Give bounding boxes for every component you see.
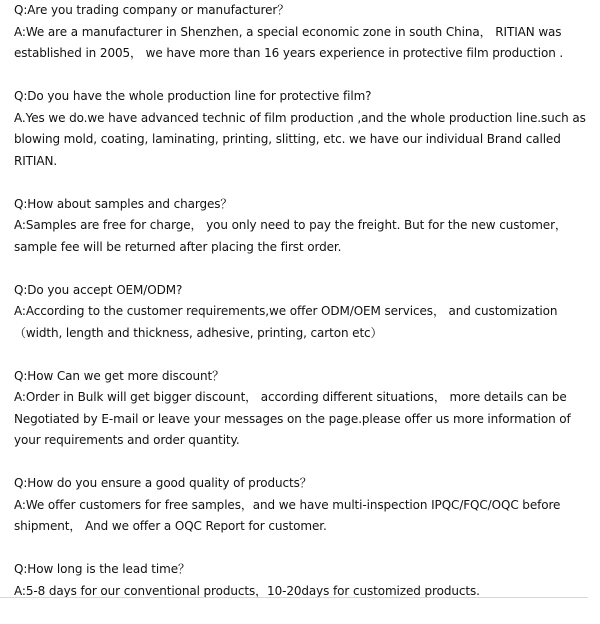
faq-question: Q:How about samples and charges？ <box>14 196 233 211</box>
faq-answer: A:Order in Bulk will get bigger discount， according different situations， more details can be Negotiated by E-mail or leave your messages on the page.please offer us more information of your requirements and order quantity. <box>14 390 571 447</box>
faq-item <box>14 366 598 452</box>
faq-question: Q:Do you accept OEM/ODM? <box>14 282 183 297</box>
faq-question: Q:How do you ensure a good quality of products？ <box>14 476 312 490</box>
faq-answer: A:According to the customer requirements,we offer ODM/OEM services， and customization （width, length and thickness, adhesive, printing, carton etc） <box>14 304 558 340</box>
faq-answer: A:We are a manufacturer in Shenzhen, a special economic zone in south China， RITIAN was established in 2005， we have more than 16 years experience in protective film production . <box>14 24 564 60</box>
faq-item <box>14 0 598 65</box>
faq-item <box>14 280 598 345</box>
faq-answer: A:5-8 days for our conventional products，10-20days for customized products. <box>14 583 480 598</box>
faq-answer: A.Yes we do.we have advanced technic of film production ,and the whole production line.such as blowing mold, coating, laminating, printing, slitting, etc. we have our individual Brand called RITIAN. <box>14 110 586 168</box>
faq-answer: A:We offer customers for free samples，and we have multi-inspection IPQC/FQC/OQC before shipment， And we offer a OQC Report for customer. <box>14 497 561 533</box>
bottom-divider <box>0 597 588 598</box>
faq-list <box>14 0 598 624</box>
faq-item <box>14 473 598 538</box>
faq-question: Q:Do you have the whole production line for protective film? <box>14 89 372 103</box>
faq-item <box>14 86 598 172</box>
faq-item <box>14 194 598 259</box>
faq-answer: A:Samples are free for charge， you only need to pay the freight. But for the new customer， sample fee will be returned after placing the first order. <box>14 218 567 254</box>
faq-question: Q:How long is the lead time？ <box>14 562 190 576</box>
faq-item <box>14 559 598 602</box>
faq-question: Q:Are you trading company or manufacturer？ <box>14 3 290 17</box>
faq-question: Q:How Can we get more discount？ <box>14 368 225 383</box>
